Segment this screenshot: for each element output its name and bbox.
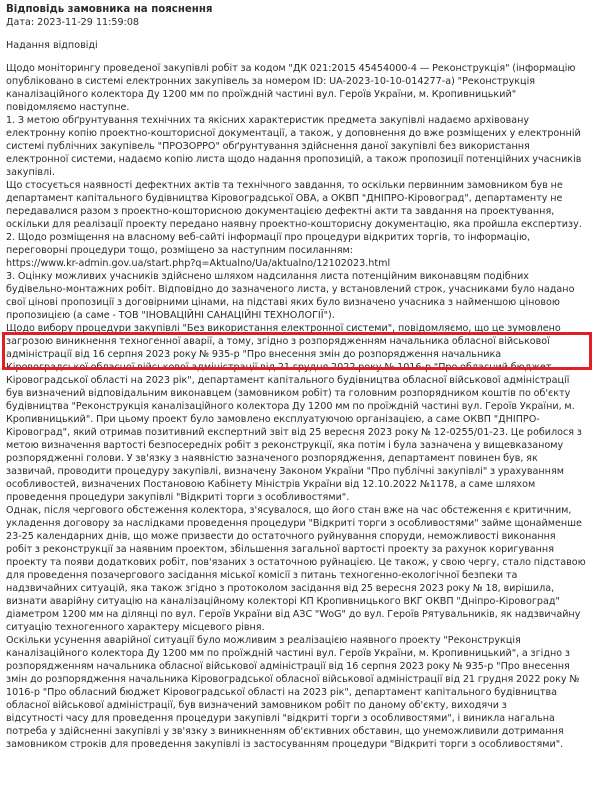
paragraph-1: Щодо моніторингу проведеної закупівлі робіт за кодом "ДК 021:2015 45454000-4 — Реконструкція" (інформацію опубліковано в системі електронних закупівель за номером ID: UA-2023-10-10-014277-a) "Реконструкція каналізаційного колектора Ду 1200 мм по проїждній частині вул. Героїв України, м. Кропивницький" повідомляємо наступне. 1. З метою обґрунтування технічних та якісних характеристик предмета закупівлі надаємо архівовану електронну копію проектно-кошторисної документації, а також, у доповнення до вже розміщених у електронній системі публічних закупівель "ПРОЗОРРО" обґрунтування здійснення даної закупівлі без використання електронної системи, надаємо копію листа щодо надання пропозицій, а також пропозиції потенційних учасників закупівлі. Що стосується наявності дефектних актів та технічного завдання, то оскільки первинним замовником був не департамент капітального будівництва Кіровоградської ОВА, а ОКВП "ДНІПРО-Кіровоград", департаменту не передавалися разом з проектно-кошторисною документацією дефектні акти та завдання на проектування, оскільки для реалізації проекту передано наявну проектно-кошторисну документацію, яка пройшла експертизу. 2. Щодо розміщення на власному веб-сайті інформації про процедури відкритих торгів, то інформацію, переговорні процедури тощо, розміщено за наступним посиланням: https://www.kr-admin.gov.ua/start.php?q=Aktualno/Ua/aktualno/12102023.html 3. Оцінку можливих учасників здійснено шляхом надсилання листа потенційним виконавцям подібних будівельно-монтажних робіт. Відповідно до зазначеного листа, у встановлений строк, учасниками було надано свої цінові пропозиції з договірними цінами, на підставі яких було визначено учасника з найменшою ціновою пропозицією (а саме - ТОВ "ІНОВАЦІЙНІ САНАЦІЙНІ ТЕХНОЛОГІЇ"). xyxy=(6,63,582,321)
page-title: Відповідь замовника на пояснення xyxy=(6,4,213,15)
date-label: Дата: xyxy=(6,17,35,28)
paragraph-2: Щодо вибору процедури закупівлі "Без використання електронної системи", повідомляємо, що це зумовлено загрозою виникнення техногенної аварії, а тому, згідно з розпорядженням начальника обласної військової адміністрації від 16 серпня 2023 року № 935-р "Про внесення змін до розпорядження начальника Кіровоградської обласної військової адміністрації від 21 грудня 2022 року № 1016-р "Про обласний бюджет Кіровоградської області на 2023 рік", департамент капітального будівництва обласної військової адміністрації був визначений відповідальним виконавцем (замовником робіт) та головним розпорядником коштів по об'єкту будівництва "Реконструкція каналізаційного колектора Ду 1200 мм по проїждній частині вул. Героїв України, м. Кропивницький". При цьому проект було замовлено експлуатуючою організацією, а саме ОКВП "ДНІПРО- Кіровоград", який отримав позитивний експертний звіт від 25 вересня 2023 року № 12-0255/01-23. Це робилося з метою визначення вартості безпосередніх робіт з реконструкції, яка потім і була зазначена у вищевказаному розпорядженні голови. У зв'язку з наявністю зазначеного розпорядження, департамент повинен був, як зазвичай, проводити процедуру закупівлі, визначену Законом України "Про публічні закупівлі" з урахуванням особливостей, визначених Постановою Кабінету Міністрів України від 12.10.2022 №1178, а саме шляхом проведення процедури закупівлі "Відкриті торги з особливостями". Однак, після чергового обстеження колектора, з'ясувалося, що його стан вже на час обстеження є критичним, укладення договору за наслідками проведення процедури "Відкриті торги з особливостями" займе щонайменше 23-25 календарних днів, що може призвести до остаточного руйнування споруди, неможливості виконання робіт з реконструкції за наявним проектом, збільшення загальної вартості проекту за рахунок коригування проекту та появи додаткових робіт, пов'язаних з остаточною руйнацією. Це також, у свою чергу, стало підставою для проведення позачергового засідання міської комісії з питань техногенно-екологічної безпеки та надзвичайних ситуацій, яка також згідно з протоколом засідання від 25 вересня 2023 року № 18, вирішила, визнати аварійну ситуацію на каналізаційному колекторі КП Кропивницького ВКГ ОКВП "Дніпро-Кіровоград" діаметром 1200 мм на ділянці по вул. Героїв України від АЗС "WoG" до вул. Героїв Рятувальників, як надзвичайну ситуацію техногенного характеру місцевого рівня. Оскільки усунення аварійної ситуації було можливим з реалізацією наявного проекту "Реконструкція каналізаційного колектора Ду 1200 мм по проїждній частині вул. Героїв України, м. Кропивницький", а згідно з розпорядженням начальника обласної військової адміністрації від 16 серпня 2023 року № 935-р "Про внесення змін до розпорядження начальника Кіровоградської обласної військової адміністрації від 21 грудня 2022 року № 1016-р "Про обласний бюджет Кіровоградської області на 2023 рік", департамент капітального будівництва обласної військової адміністрації, був визначений замовником робіт по даному об'єкту, виходячи з відсутності часу для проведення процедури закупівлі "відкриті торги з особливостями", і виникла нагальна потреба у здійсненні закупівлі у зв'язку з виникненням об'єктивних обставин, що унеможливили дотримання замовником строків для проведення закупівлі із застосуванням процедури "Відкриті торги з особливостями". xyxy=(6,323,586,750)
date-line xyxy=(6,16,590,29)
section-label: Надання відповіді xyxy=(6,40,98,51)
date-value: 2023-11-29 11:59:08 xyxy=(37,17,140,28)
